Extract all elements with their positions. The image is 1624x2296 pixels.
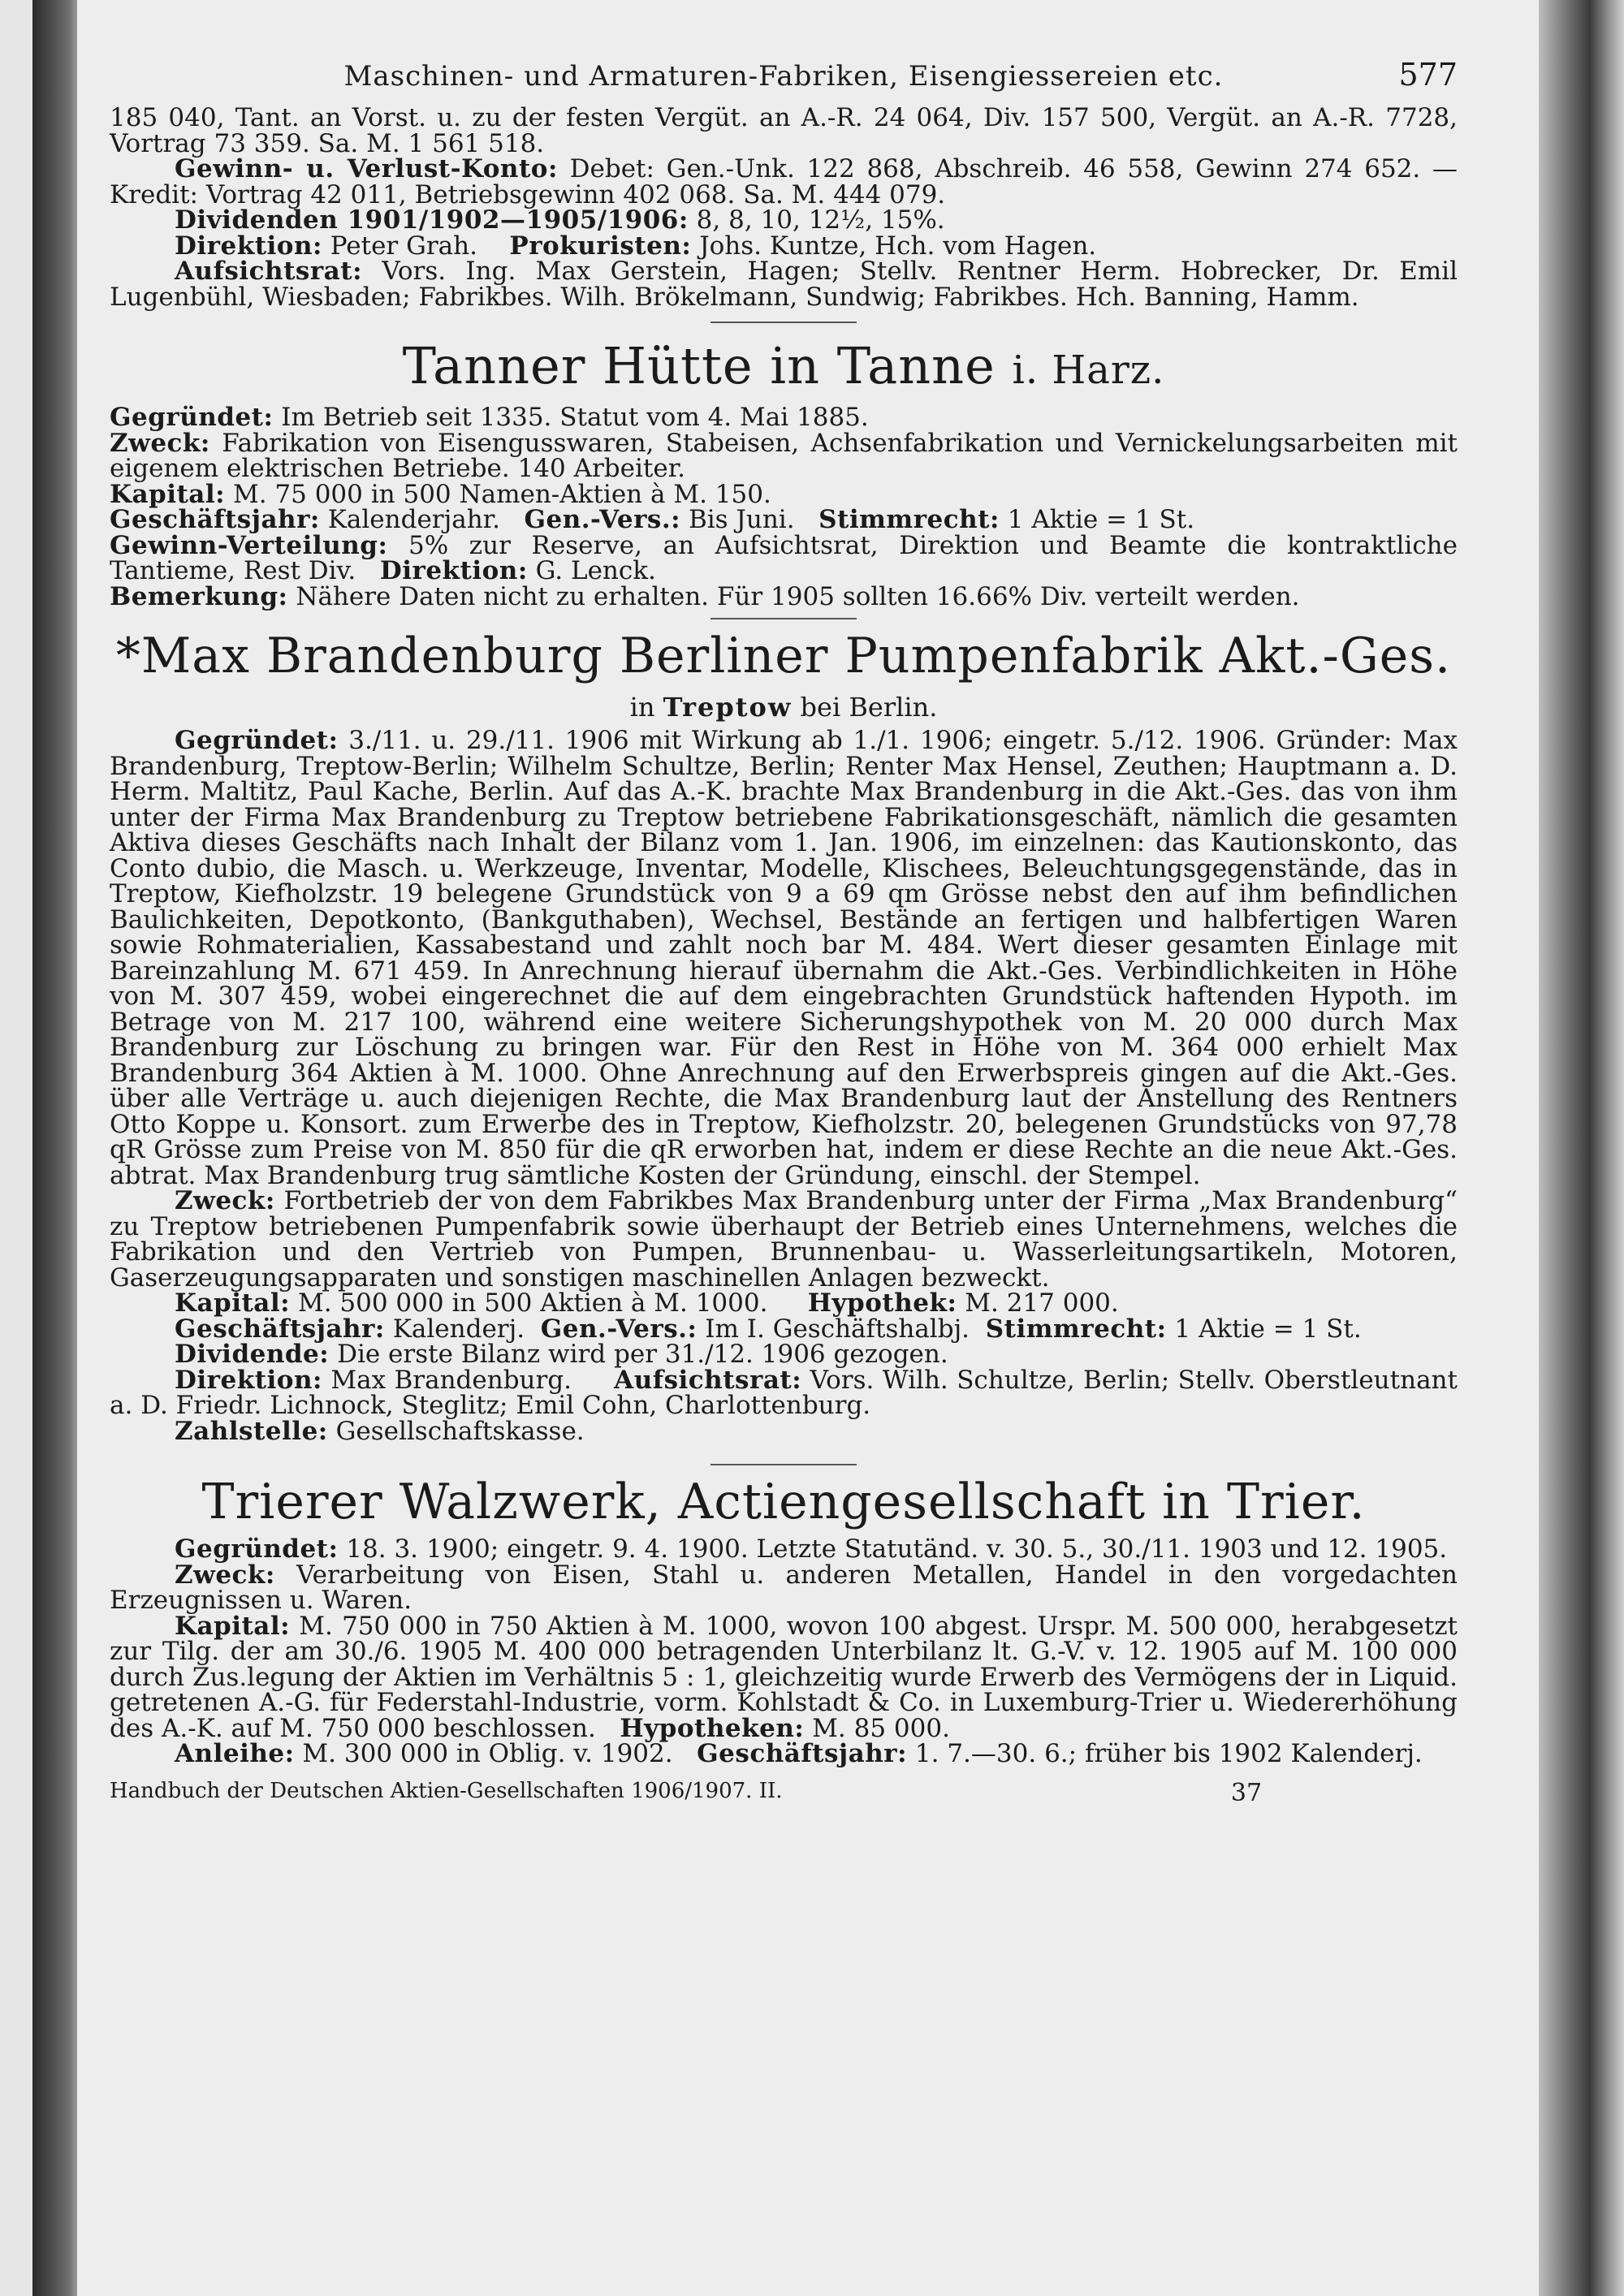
field-anleihe [110, 1741, 1458, 1767]
label: Dividende: [175, 1340, 330, 1369]
ar-label: Aufsichtsrat: [175, 257, 363, 286]
prev-entry-board [110, 259, 1458, 310]
entry-tanner-huette [110, 334, 1458, 610]
value: M. 75 000 in 500 Namen-Aktien à M. 150. [225, 479, 771, 509]
entry-title-suffix: i. Harz. [1012, 347, 1165, 393]
label-stimmrecht: Stimmrecht: [818, 505, 1000, 534]
field-bemerkung [110, 581, 1458, 611]
ar-text: Vors. Ing. Max Gerstein, Hagen; Stellv. Rentner Herm. Hobrecker, Dr. Emil Lugenbühl, Wiesbaden; Fabrikbes. Wilh. Brökelmann, Sundwig; Fabrikbes. Hch. Banning, Hamm. [110, 257, 1458, 312]
label: Zweck: [175, 1560, 275, 1590]
value: 5% zur Reserve, an Aufsichtsrat, Direktion und Beamte die kontraktliche Tantieme, Rest Div. [110, 530, 1458, 585]
dir-text: Peter Grah. [322, 231, 477, 261]
entry-subtitle [110, 691, 1458, 723]
running-title: Maschinen- und Armaturen-Fabriken, Eisengiessereien etc. [343, 60, 1224, 93]
entry-title-main: Tanner Hütte in Tanne [402, 336, 996, 395]
value: Nähere Daten nicht zu erhalten. Für 1905 sollten 16.66% Div. verteilt werden. [287, 581, 1300, 611]
label: Kapital: [175, 1288, 291, 1318]
entry-trierer-walzwerk [110, 1470, 1458, 1767]
label-geschaeftsjahr: Geschäftsjahr: [697, 1739, 908, 1768]
label-hypothek: Hypothek: [807, 1288, 957, 1318]
value-stimmrecht: 1 Aktie = 1 St. [1166, 1314, 1362, 1344]
prev-entry-balance: 185 040, Tant. an Vorst. u. zu der festen Vergüt. an A.-R. 24 064, Div. 157 500, Vergüt. an A.-R. 7728, Vortrag 73 359. Sa. M. 1 561 518. [110, 103, 1458, 158]
div-label: Dividenden 1901/1902—1905/1906: [175, 205, 689, 235]
label: Gegründet: [175, 1534, 339, 1564]
field-geschaeftsjahr [110, 507, 1458, 533]
field-kapital [110, 479, 1458, 509]
label: Geschäftsjahr: [175, 1314, 385, 1344]
entry-title [110, 334, 1458, 402]
value: Im Betrieb seit 1335. Statut vom 4. Mai 1885. [273, 403, 869, 432]
prev-entry-gv [110, 154, 1458, 209]
section-divider [710, 618, 857, 619]
section-divider [710, 1464, 857, 1465]
entry-max-brandenburg [110, 624, 1458, 1444]
field-zahlstelle [110, 1416, 1458, 1446]
gv-label: Gewinn- u. Verlust-Konto: [175, 154, 558, 183]
label: Geschäftsjahr: [110, 505, 320, 534]
field-dividende [110, 1342, 1458, 1368]
footer-source: Handbuch der Deutschen Aktien-Gesellschaften 1906/1907. II. [110, 1778, 783, 1803]
running-header [110, 57, 1458, 106]
label-hypotheken: Hypotheken: [620, 1713, 805, 1743]
value: Fortbetrieb der von dem Fabrikbes Max Brandenburg unter der Firma „Max Brandenburg“ zu Treptow betriebenen Pumpenfabrik sowie überhaupt der Betrieb eines Unternehmens, welches die Fabrikation und den Vertrieb von Pumpen, Brunnenbau- u. Wasserleitungsartikeln, Motoren, Gaserzeugungsapparaten und sonstigen maschinellen Anlagen bezweckt. [110, 1186, 1458, 1293]
prev-entry-direction [110, 231, 1458, 261]
label: Zahlstelle: [175, 1416, 328, 1446]
page-number: 577 [1398, 57, 1458, 93]
div-text: 8, 8, 10, 12½, 15%. [688, 205, 945, 235]
scan-margin-left [0, 0, 32, 2296]
label: Direktion: [175, 1365, 322, 1395]
prev-entry [110, 103, 1458, 312]
value: 18. 3. 1900; eingetr. 9. 4. 1900. Letzte Statutänd. v. 30. 5., 30./11. 1903 und 12. 1905. [338, 1534, 1448, 1564]
prok-label: Prokuristen: [509, 231, 692, 261]
value: Die erste Bilanz wird per 31./12. 1906 gezogen. [329, 1340, 948, 1369]
value: 3./11. u. 29./11. 1906 mit Wirkung ab 1./1. 1906; eingetr. 5./12. 1906. Gründer: Max Brandenburg, Treptow-Berlin; Wilhelm Schultze, Berlin; Renter Max Hensel, Zeuthen; Hauptmann a. D. Herm. Maltitz, Paul Kache, Berlin. Auf das A.-K. brachte Max Brandenburg in die Akt.-Ges. das von ihm unter der Firma Max Brandenburg zu Treptow betriebene Fabrikationsgeschäft, nämlich die gesamten Aktiva dieses Geschäfts nach Inhalt der Bilanz vom 1. Jan. 1906, im einzelnen: das Kautionskonto, das Conto dubio, die Masch. u. Werkzeuge, Inventar, Modelle, Klischees, Beleuchtungsgegenstände, das in Treptow, Kiefholzstr. 19 belegene Grundstück von 9 a 69 qm Grösse nebst den auf ihm befindlichen Baulichkeiten, Depotkonto, (Bankguthaben), Wechsel, Bestände an fertigen und halbfertigen Waren sowie Rohmaterialien, Kassabestand und zahlt noch bar M. 484. Wert dieser gesamten Einlage mit Bareinzahlung M. 671 459. In Anrechnung hierauf übernahm die Akt.-Ges. Verbindlichkeiten in Höhe von M. 307 459, wobei eingerechnet die auf dem eingebrachten Grundstück haftenden Hypoth. im Betrage von M. 217 100, während eine weitere Sicherungshypothek von M. 20 000 durch Max Brandenburg zur Löschung zu bringen war. Für den Rest in Höhe von M. 364 000 erhielt Max Brandenburg 364 Aktien à M. 1000. Ohne Anrechnung auf den Erwerbspreis gingen auf die Akt.-Ges. über alle Verträge u. auch diejenigen Rechte, die Max Brandenburg laut der Anstellung des Rentners Otto Koppe u. Konsort. zum Erwerbe des in Treptow, Kiefholzstr. 20, belegenen Grundstücks von 97,78 qR Grösse zum Preise von M. 850 für die qR erworben hat, indem er diese Rechte an die neue Akt.-Ges. abtrat. Max Brandenburg trug sämtliche Kosten der Gründung, einschl. der Stempel. [110, 726, 1458, 1190]
value: M. 750 000 in 750 Aktien à M. 1000, wovon 100 abgest. Urspr. M. 500 000, herabgesetzt zur Tilg. der am 30./6. 1905 M. 400 000 betragenden Unterbilanz lt. G.-V. v. 12. 1905 auf M. 100 000 durch Zus.legung der Aktien im Verhältnis 5 : 1, gleichzeitig wurde Erwerb des Vermögens der in Liquid. getretenen A.-G. für Federstahl-Industrie, vorm. Kohlstadt & Co. in Luxemburg-Trier u. Wiedererhöhung des A.-K. auf M. 750 000 beschlossen. [110, 1611, 1458, 1743]
value: M. 500 000 in 500 Aktien à M. 1000. [290, 1288, 776, 1318]
label-aufsichtsrat: Aufsichtsrat: [614, 1365, 802, 1395]
label: Zweck: [110, 428, 210, 458]
field-gewinn-verteilung [110, 530, 1458, 585]
sub-place: Treptow [663, 692, 793, 723]
value-gv: Im I. Geschäftshalbj. [697, 1314, 978, 1344]
value: Verarbeitung von Eisen, Stahl u. anderen Metallen, Handel in den vorgedachten Erzeugnissen u. Waren. [110, 1560, 1458, 1615]
section-divider [710, 322, 857, 323]
value: Fabrikation von Eisengusswaren, Stabeisen, Achsenfabrikation und Vernickelungsarbeiten mit eigenem elektrischen Betriebe. 140 Arbeiter. [110, 428, 1458, 483]
entry-title: Trierer Walzwerk, Actiengesellschaft in Trier. [201, 1474, 1366, 1530]
label: Gewinn-Verteilung: [110, 530, 388, 560]
field-zweck [110, 1186, 1458, 1293]
field-gegruendet [110, 405, 1458, 431]
prev-entry-dividends [110, 205, 1458, 235]
field-zweck [110, 428, 1458, 483]
label: Bemerkung: [110, 581, 288, 611]
value-geschaeftsjahr: 1. 7.—30. 6.; früher bis 1902 Kalenderj. [907, 1739, 1423, 1768]
value: Kalenderj. [384, 1314, 533, 1344]
value-stimmrecht: 1 Aktie = 1 St. [999, 505, 1195, 534]
field-kapital [110, 1611, 1458, 1743]
label: Kapital: [110, 479, 226, 509]
value: Kalenderjahr. [319, 505, 508, 534]
value: M. 300 000 in Oblig. v. 1902. [294, 1739, 681, 1768]
label: Gegründet: [110, 403, 274, 432]
label: Anleihe: [175, 1739, 295, 1768]
gv-text: Debet: Gen.-Unk. 122 868, Abschreib. 46 558, Gewinn 274 652. — Kredit: Vortrag 42 011, Betriebsgewinn 402 068. Sa. M. 444 079. [110, 154, 1458, 209]
label-stimmrecht: Stimmrecht: [985, 1314, 1167, 1344]
field-direktion [110, 1365, 1458, 1420]
book-page [77, 0, 1539, 2296]
entry-title: *Max Brandenburg Berliner Pumpenfabrik Akt.-Ges. [115, 628, 1452, 684]
label-gv: Gen.-Vers.: [524, 505, 681, 534]
label: Gegründet: [175, 726, 339, 755]
field-gegruendet [110, 1534, 1458, 1564]
label: Zweck: [175, 1186, 275, 1215]
prok-text: Johs. Kuntze, Hch. vom Hagen. [691, 231, 1097, 261]
page-content [110, 57, 1458, 1807]
field-gegruendet [110, 728, 1458, 1189]
value-hypothek: M. 217 000. [957, 1288, 1119, 1318]
field-zweck [110, 1560, 1458, 1615]
sheet-signature: 37 [1230, 1778, 1263, 1807]
value-hypotheken: M. 85 000. [804, 1713, 950, 1743]
field-geschaeftsjahr [110, 1314, 1458, 1344]
label-direktion: Direktion: [379, 556, 528, 585]
value-direktion: G. Lenck. [527, 556, 656, 585]
value: Gesellschaftskasse. [327, 1416, 585, 1446]
book-binding-shadow [32, 0, 77, 2296]
label: Kapital: [175, 1611, 291, 1641]
value-gv: Bis Juni. [680, 505, 803, 534]
dir-label: Direktion: [175, 231, 322, 261]
sub-post: bei Berlin. [792, 692, 938, 723]
value: Max Brandenburg. [322, 1365, 581, 1395]
page-footer [110, 1779, 1458, 1807]
value-aufsichtsrat: Vors. Wilh. Schultze, Berlin; Stellv. Oberstleutnant a. D. Friedr. Lichnock, Steglitz; Emil Cohn, Charlottenburg. [110, 1365, 1458, 1420]
label-gv: Gen.-Vers.: [540, 1314, 698, 1344]
sub-pre: in [629, 692, 663, 723]
field-kapital [110, 1288, 1458, 1318]
scan-edge-right [1539, 0, 1624, 2296]
